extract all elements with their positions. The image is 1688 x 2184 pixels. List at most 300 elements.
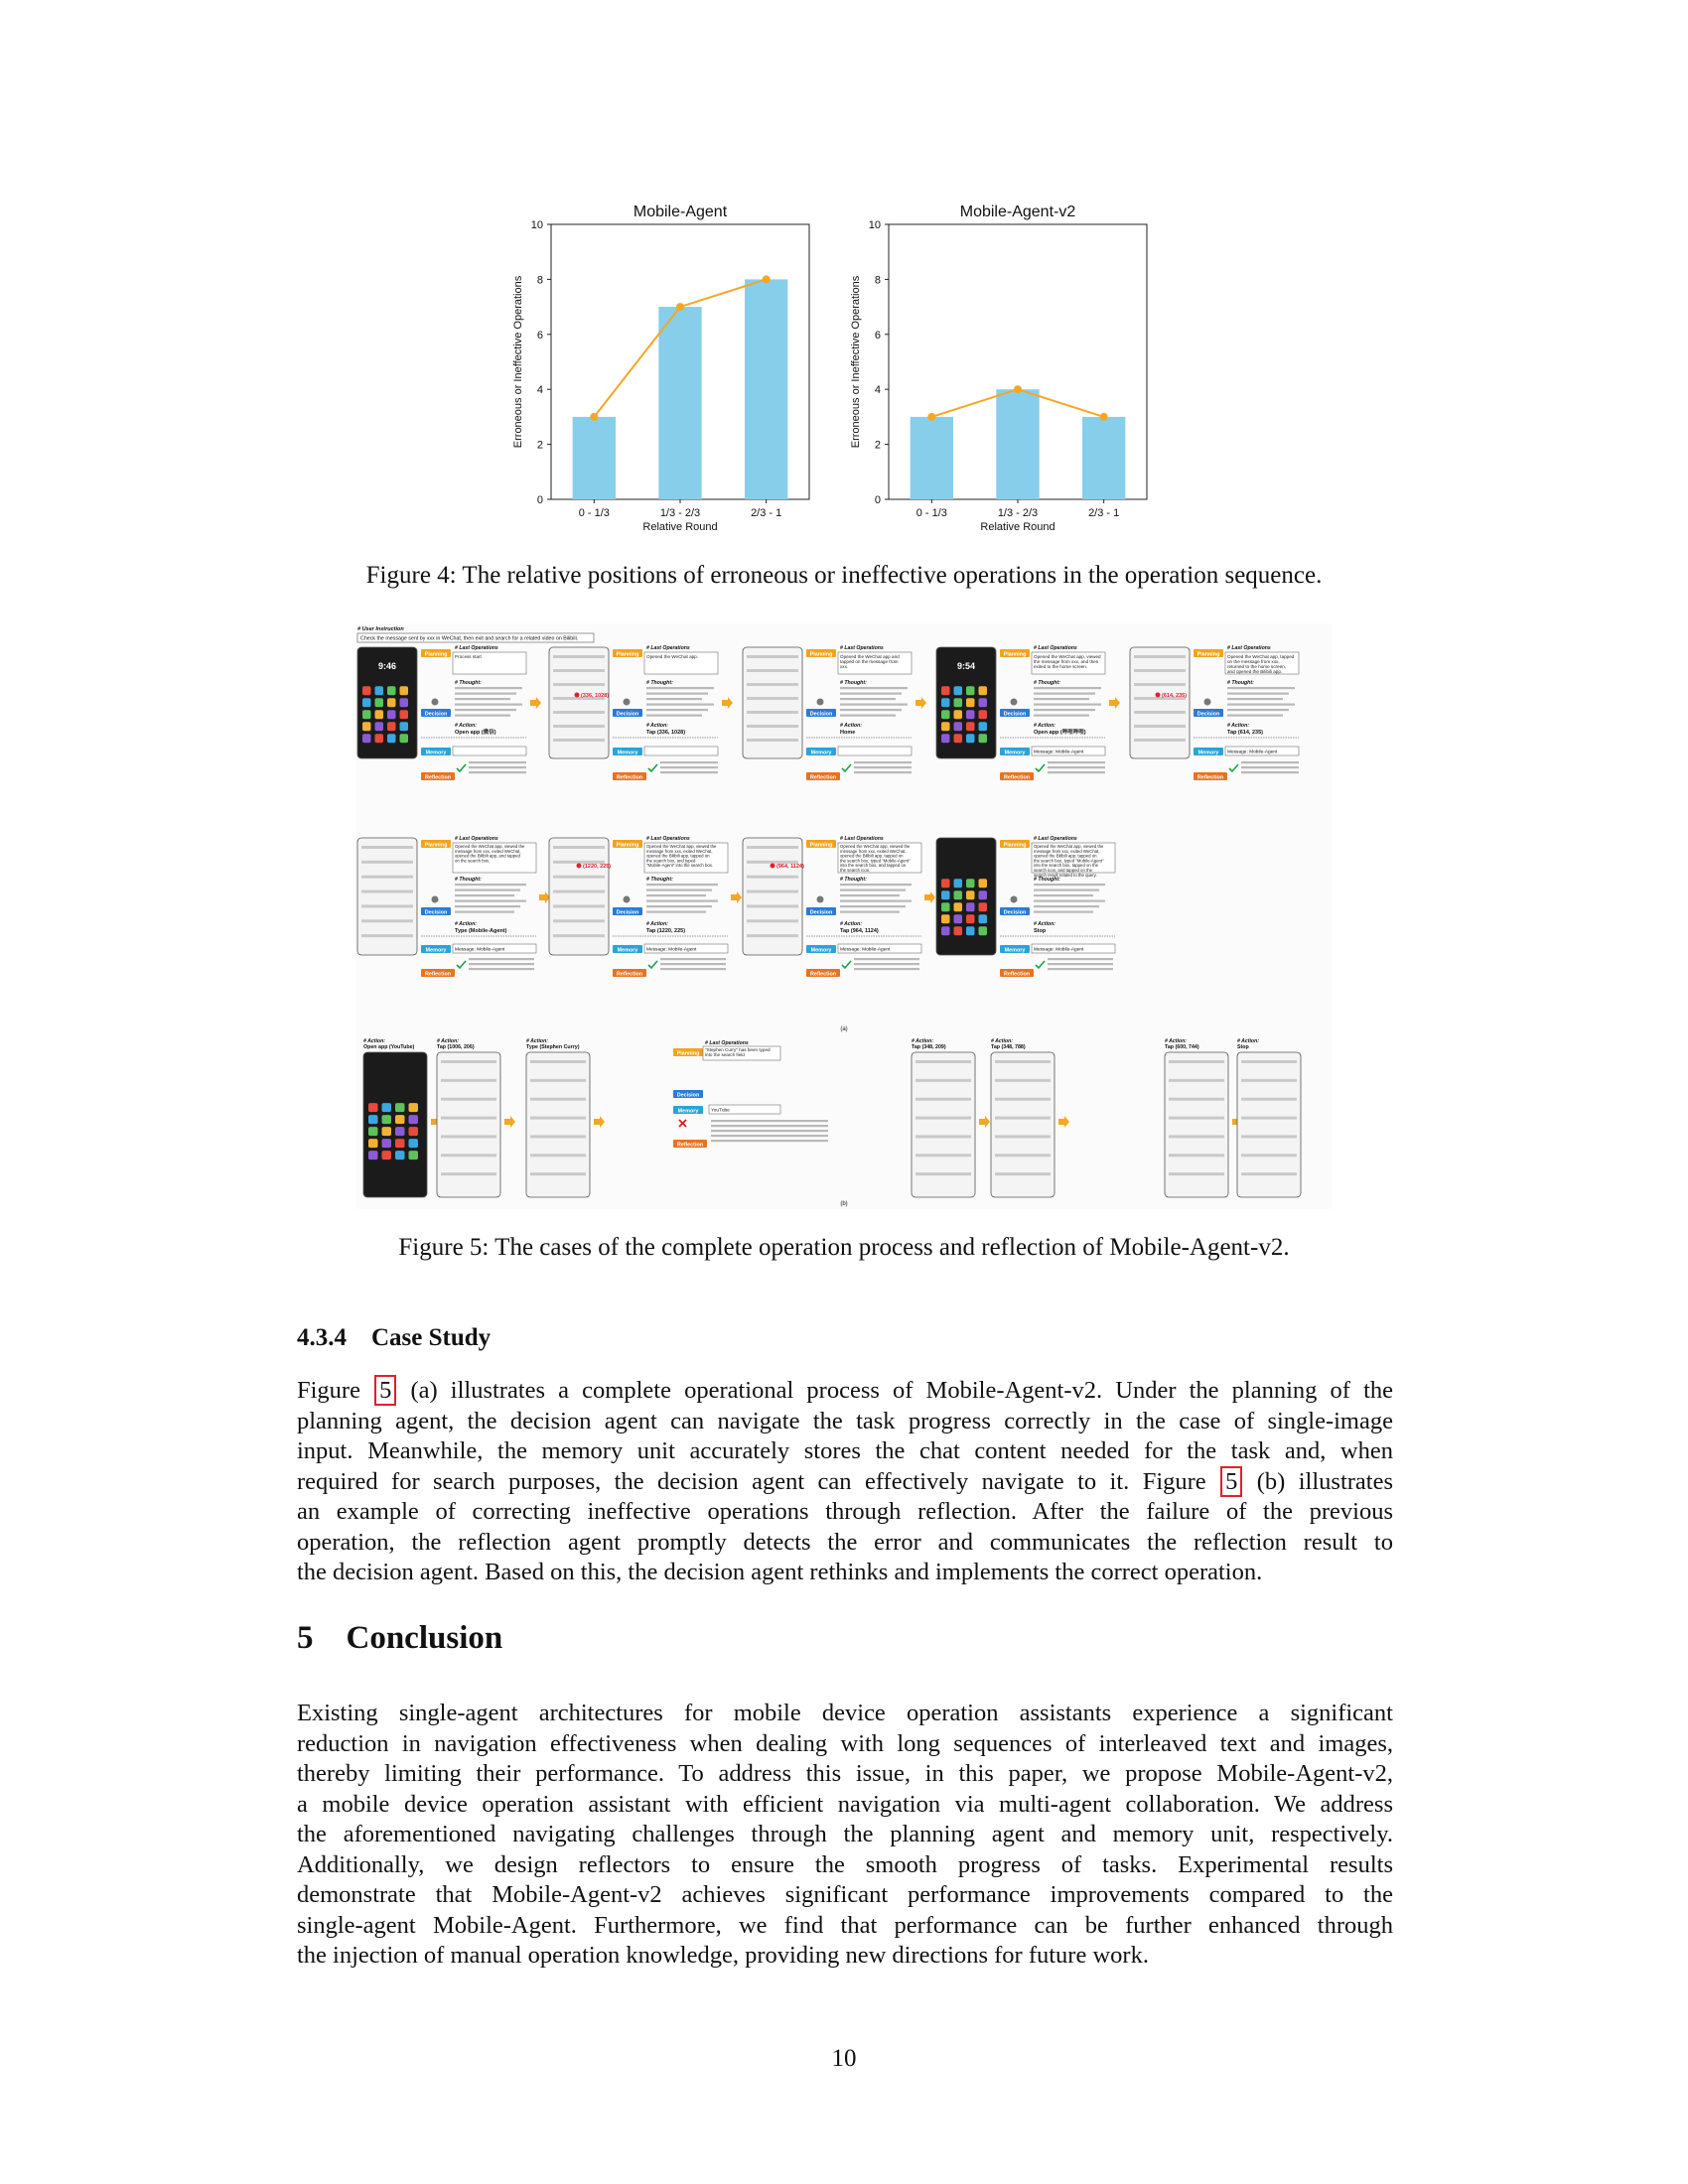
app-icon bbox=[400, 734, 409, 743]
content-line bbox=[530, 1079, 586, 1082]
memory-box bbox=[644, 747, 718, 755]
app-icon bbox=[979, 902, 988, 911]
action-heading: # Action: bbox=[991, 1038, 1013, 1044]
content-line bbox=[747, 904, 798, 907]
app-icon bbox=[400, 686, 409, 695]
paragraph-text: Figure bbox=[297, 1377, 374, 1404]
reflection-line bbox=[711, 1120, 828, 1122]
thought-line bbox=[646, 693, 708, 695]
agent-tag-label: Memory bbox=[810, 947, 832, 954]
reflection-line bbox=[469, 766, 526, 768]
content-line bbox=[747, 669, 798, 672]
instruction-heading: # User Instruction bbox=[357, 626, 404, 632]
last-operations-text: the message from xxx, and then bbox=[1034, 659, 1099, 664]
phone-screenshot bbox=[743, 838, 802, 955]
memory-box bbox=[838, 747, 912, 755]
check-icon bbox=[457, 961, 466, 968]
agent-tag-label: Reflection bbox=[424, 971, 452, 978]
section-title: Conclusion bbox=[346, 1620, 503, 1656]
agent-tag-label: Memory bbox=[617, 947, 638, 954]
last-operations-text: exited to the home screen. bbox=[1034, 664, 1088, 669]
content-line bbox=[747, 739, 798, 742]
phone-screenshot bbox=[357, 838, 417, 955]
action-heading: # Action: bbox=[646, 921, 668, 927]
app-icon bbox=[409, 1115, 419, 1124]
content-line bbox=[530, 1060, 586, 1063]
last-operations-text: message from xxx, exited WeChat, bbox=[455, 848, 521, 854]
last-operations-heading: # Last Operations bbox=[705, 1040, 749, 1046]
content-line bbox=[1241, 1172, 1297, 1175]
last-operations-text: message from xxx, exited WeChat, bbox=[840, 848, 907, 854]
action-text: Tap (348, 209) bbox=[912, 1044, 946, 1050]
content-line bbox=[361, 861, 413, 864]
app-icon bbox=[368, 1115, 378, 1124]
thought-line bbox=[1227, 709, 1289, 711]
thought-heading: # Thought: bbox=[1034, 680, 1060, 686]
thought-line bbox=[1227, 698, 1283, 700]
action-heading: # Action: bbox=[646, 723, 668, 729]
bar bbox=[996, 389, 1039, 499]
thought-line bbox=[1034, 900, 1105, 902]
agent-tag-label: Reflection bbox=[424, 774, 452, 781]
tap-coordinate: (964, 1124) bbox=[776, 864, 804, 870]
content-line bbox=[995, 1135, 1051, 1138]
paragraph-line: the injection of manual operation knowledge, providing new directions for future work. bbox=[297, 1942, 1149, 1969]
thought-line bbox=[1227, 704, 1295, 706]
app-icon bbox=[375, 698, 384, 707]
bar bbox=[573, 417, 616, 499]
last-operations-heading: # Last Operations bbox=[1227, 645, 1271, 651]
reflection-line bbox=[711, 1140, 828, 1142]
chart-title: Mobile-Agent-v2 bbox=[959, 204, 1076, 220]
app-icon bbox=[979, 734, 988, 743]
app-icon bbox=[382, 1127, 392, 1136]
last-operations-text: xxx. bbox=[840, 664, 849, 669]
content-line bbox=[553, 669, 605, 672]
check-icon bbox=[1036, 961, 1045, 968]
last-operations-text: into the search box, and tapped on bbox=[840, 863, 907, 869]
tap-marker bbox=[575, 693, 580, 698]
content-line bbox=[747, 876, 798, 879]
reflection-line bbox=[1048, 963, 1113, 965]
thought-line bbox=[646, 911, 706, 913]
content-line bbox=[915, 1079, 971, 1082]
content-line bbox=[361, 876, 413, 879]
chart-mobile-agent-v2 bbox=[850, 204, 1147, 533]
memory-text: Message: Mobile-Agent bbox=[1034, 750, 1084, 755]
app-icon bbox=[941, 686, 950, 695]
content-line bbox=[530, 1135, 586, 1138]
last-operations-text: the search icon. bbox=[840, 868, 871, 873]
y-tick-label: 6 bbox=[874, 329, 881, 341]
paragraph-line: the aforementioned navigating challenges through the planning agent and memory unit, respectively. bbox=[297, 1821, 1393, 1847]
bar bbox=[911, 417, 953, 499]
content-line bbox=[441, 1172, 496, 1175]
agent-tag-label: Planning bbox=[424, 842, 448, 849]
clock-text: 9:46 bbox=[377, 661, 397, 671]
flow-arrow bbox=[979, 1116, 990, 1128]
thought-heading: # Thought: bbox=[1227, 680, 1254, 686]
paragraph-line bbox=[297, 1436, 1393, 1467]
check-icon bbox=[1036, 764, 1045, 771]
agent-tag-label: Memory bbox=[425, 750, 447, 756]
figure-reference-link[interactable]: 5 bbox=[1220, 1466, 1242, 1497]
robot-icon bbox=[1204, 699, 1211, 706]
app-icon bbox=[362, 722, 371, 731]
memory-text: Message: Mobile-Agent bbox=[840, 947, 891, 953]
app-icon bbox=[941, 722, 950, 731]
action-text: Type (Stephen Curry) bbox=[526, 1044, 580, 1050]
app-icon bbox=[954, 698, 963, 707]
app-icon bbox=[979, 710, 988, 719]
x-tick-label: 1/3 - 2/3 bbox=[997, 507, 1039, 519]
phone-screenshot bbox=[549, 647, 609, 758]
memory-text: Message: Mobile-Agent bbox=[1034, 947, 1084, 953]
agent-tag-label: Memory bbox=[617, 750, 638, 756]
robot-icon bbox=[1011, 699, 1018, 706]
tap-marker bbox=[771, 864, 775, 869]
last-operations-text: Opened the WeChat app, viewed the bbox=[840, 844, 911, 849]
figure-reference-link[interactable]: 5 bbox=[374, 1375, 396, 1406]
thought-line bbox=[646, 709, 708, 711]
content-line bbox=[441, 1060, 496, 1063]
content-line bbox=[553, 934, 605, 937]
app-icon bbox=[382, 1151, 392, 1160]
robot-icon bbox=[817, 896, 824, 903]
y-tick-label: 2 bbox=[874, 439, 881, 452]
agent-tag-label: Reflection bbox=[1003, 971, 1031, 978]
thought-line bbox=[840, 894, 900, 896]
content-line bbox=[441, 1117, 496, 1120]
app-icon bbox=[387, 710, 396, 719]
x-axis-label: Relative Round bbox=[642, 521, 718, 533]
cross-icon bbox=[679, 1120, 686, 1127]
action-text: Tap (614, 235) bbox=[1227, 730, 1263, 736]
content-line bbox=[1169, 1135, 1224, 1138]
y-tick-label: 0 bbox=[536, 494, 543, 506]
page-number: 10 bbox=[831, 2045, 857, 2072]
thought-line bbox=[455, 687, 522, 689]
content-line bbox=[1241, 1117, 1297, 1120]
tap-coordinate: (614, 235) bbox=[1162, 693, 1188, 699]
thought-line bbox=[646, 900, 718, 902]
section-title: Case Study bbox=[371, 1324, 492, 1351]
subfigure-b-label: (b) bbox=[840, 1201, 848, 1207]
y-tick-label: 10 bbox=[530, 219, 543, 231]
agent-tag-label: Planning bbox=[616, 651, 639, 658]
paragraph-line: thereby limiting their performance. To address this issue, in this paper, we propose Mobile-Agent-v2, bbox=[297, 1760, 1393, 1787]
app-icon bbox=[409, 1151, 419, 1160]
last-operations-text: opened the Bilibili app, and tapped bbox=[455, 853, 520, 859]
content-line bbox=[747, 683, 798, 686]
action-heading: # Action: bbox=[1227, 723, 1249, 729]
content-line bbox=[915, 1154, 971, 1157]
thought-line bbox=[1227, 715, 1283, 717]
app-icon bbox=[395, 1103, 405, 1112]
action-heading: # Action: bbox=[1237, 1038, 1259, 1044]
thought-line bbox=[455, 709, 516, 711]
app-icon bbox=[954, 722, 963, 731]
app-icon bbox=[375, 686, 384, 695]
agent-tag-label: Reflection bbox=[809, 971, 837, 978]
action-text: Tap (600, 744) bbox=[1165, 1044, 1199, 1050]
section-5-heading bbox=[297, 1620, 502, 1657]
thought-heading: # Thought: bbox=[1034, 877, 1060, 883]
memory-text: Message: Mobile-Agent bbox=[646, 947, 697, 953]
paragraph-line: Existing single-agent architectures for mobile device operation assistants experience a significant bbox=[297, 1700, 1393, 1726]
content-line bbox=[995, 1154, 1051, 1157]
agent-tag-label: Decision bbox=[616, 711, 639, 718]
memory-box bbox=[453, 747, 526, 755]
app-icon bbox=[954, 926, 963, 935]
figure-4-charts bbox=[496, 195, 1192, 542]
content-line bbox=[1134, 655, 1186, 658]
x-tick-label: 2/3 - 1 bbox=[1088, 507, 1120, 519]
robot-icon bbox=[432, 896, 439, 903]
y-axis-label: Erroneous or Ineffective Operations bbox=[512, 275, 524, 449]
content-line bbox=[553, 739, 605, 742]
action-heading: # Action: bbox=[455, 921, 477, 927]
content-line bbox=[553, 846, 605, 849]
thought-line bbox=[840, 709, 902, 711]
last-operations-heading: # Last Operations bbox=[455, 645, 498, 651]
content-line bbox=[1169, 1154, 1224, 1157]
app-icon bbox=[375, 734, 384, 743]
agent-tag-label: Reflection bbox=[616, 971, 643, 978]
figure-4-caption: Figure 4: The relative positions of erroneous or ineffective operations in the operation sequence. bbox=[365, 562, 1323, 589]
reflection-line bbox=[660, 761, 718, 763]
app-icon bbox=[966, 722, 975, 731]
paragraph-line bbox=[297, 1376, 1393, 1407]
app-icon bbox=[375, 710, 384, 719]
content-line bbox=[553, 655, 605, 658]
agent-tag-label: Reflection bbox=[676, 1142, 704, 1149]
thought-line bbox=[455, 905, 520, 907]
reflection-line bbox=[469, 761, 526, 763]
x-tick-label: 0 - 1/3 bbox=[578, 507, 610, 519]
paragraph-text: required for search purposes, the decision agent can effectively navigate to it. Figure bbox=[297, 1467, 1220, 1495]
content-line bbox=[441, 1098, 496, 1101]
last-operations-text: Opened the WeChat app, viewed the bbox=[455, 844, 525, 849]
content-line bbox=[361, 846, 413, 849]
figure-5-caption: Figure 5: The cases of the complete operation process and reflection of Mobile-Agent-v2. bbox=[398, 1234, 1290, 1261]
content-line bbox=[1169, 1079, 1224, 1082]
memory-text: Message: Mobile-Agent bbox=[455, 947, 505, 953]
agent-tag-label: Planning bbox=[1003, 651, 1027, 658]
trend-point bbox=[676, 303, 684, 311]
content-line bbox=[747, 697, 798, 700]
action-text: Stop bbox=[1237, 1044, 1249, 1050]
agent-tag-label: Reflection bbox=[809, 774, 837, 781]
reflection-line bbox=[854, 963, 919, 965]
chart-title: Mobile-Agent bbox=[633, 204, 728, 220]
last-operations-text: Opened the WeChat app, viewed the bbox=[646, 844, 717, 849]
content-line bbox=[530, 1172, 586, 1175]
reflection-line bbox=[660, 968, 726, 970]
thought-line bbox=[840, 715, 896, 717]
content-line bbox=[361, 919, 413, 922]
thought-line bbox=[1034, 693, 1095, 695]
paragraph-text: (b) illustrates bbox=[1243, 1467, 1394, 1495]
content-line bbox=[441, 1079, 496, 1082]
thought-line bbox=[1034, 687, 1101, 689]
last-operations-text: search result related to the query. bbox=[1034, 872, 1097, 878]
action-text: Tap (348, 788) bbox=[991, 1044, 1026, 1050]
robot-icon bbox=[624, 896, 631, 903]
content-line bbox=[995, 1172, 1051, 1175]
app-icon bbox=[966, 698, 975, 707]
app-icon bbox=[400, 722, 409, 731]
app-icon bbox=[362, 734, 371, 743]
app-icon bbox=[409, 1139, 419, 1148]
content-line bbox=[1169, 1098, 1224, 1101]
bar bbox=[658, 307, 701, 499]
content-line bbox=[1134, 739, 1186, 742]
flow-arrow bbox=[1058, 1116, 1069, 1128]
thought-line bbox=[840, 704, 908, 706]
action-text: Home bbox=[840, 730, 856, 736]
app-icon bbox=[954, 710, 963, 719]
paragraph-line bbox=[297, 1407, 1393, 1437]
flow-arrow bbox=[722, 697, 733, 709]
thought-line bbox=[646, 698, 702, 700]
trend-point bbox=[590, 413, 598, 421]
thought-line bbox=[1034, 911, 1093, 913]
action-heading: # Action: bbox=[526, 1038, 548, 1044]
agent-tag-label: Memory bbox=[1197, 750, 1219, 756]
paragraph-line: demonstrate that Mobile-Agent-v2 achieves significant performance improvements compared to the bbox=[297, 1881, 1393, 1908]
thought-line bbox=[455, 900, 526, 902]
agent-tag-label: Decision bbox=[1003, 909, 1027, 916]
content-line bbox=[747, 934, 798, 937]
last-operations-heading: # Last Operations bbox=[840, 836, 884, 842]
content-line bbox=[1241, 1154, 1297, 1157]
paragraph-text: the decision agent. Based on this, the decision agent rethinks and implements the correct operation. bbox=[297, 1559, 1263, 1585]
reflection-line bbox=[1048, 761, 1105, 763]
paragraph-line: single-agent Mobile-Agent. Furthermore, we find that performance can be further enhanced through bbox=[297, 1911, 1393, 1939]
reflection-line bbox=[660, 958, 726, 960]
app-icon bbox=[409, 1103, 419, 1112]
content-line bbox=[747, 919, 798, 922]
thought-line bbox=[455, 884, 526, 886]
last-operations-text: and opened the Bilibili app. bbox=[1227, 669, 1283, 674]
reflection-line bbox=[854, 761, 912, 763]
paragraph-line bbox=[297, 1497, 1393, 1528]
clock-text: 9:54 bbox=[956, 661, 976, 671]
content-line bbox=[1169, 1172, 1224, 1175]
agent-tag-label: Planning bbox=[424, 651, 448, 658]
agent-tag-label: Decision bbox=[1003, 711, 1027, 718]
agent-tag-label: Planning bbox=[616, 842, 639, 849]
content-line bbox=[530, 1098, 586, 1101]
thought-heading: # Thought: bbox=[646, 680, 673, 686]
action-heading: # Action: bbox=[1034, 921, 1055, 927]
app-icon bbox=[941, 914, 950, 923]
agent-tag-label: Decision bbox=[424, 909, 448, 916]
robot-icon bbox=[1011, 896, 1018, 903]
action-text: Tap (1006, 206) bbox=[437, 1044, 475, 1050]
thought-line bbox=[1034, 894, 1093, 896]
app-icon bbox=[368, 1127, 378, 1136]
agent-tag-label: Decision bbox=[676, 1092, 700, 1099]
app-icon bbox=[368, 1139, 378, 1148]
thought-line bbox=[1227, 687, 1295, 689]
flow-arrow bbox=[504, 1116, 515, 1128]
reflection-line bbox=[660, 766, 718, 768]
y-tick-label: 8 bbox=[536, 274, 543, 287]
thought-line bbox=[840, 911, 900, 913]
thought-line bbox=[646, 905, 712, 907]
content-line bbox=[747, 655, 798, 658]
action-text: Type (Mobile-Agent) bbox=[455, 928, 507, 934]
tap-marker bbox=[1156, 693, 1161, 698]
check-icon bbox=[648, 961, 657, 968]
reflection-line bbox=[1241, 766, 1299, 768]
paragraph-line: Additionally, we design reflectors to ensure the smooth progress of tasks. Experimental results bbox=[297, 1850, 1393, 1878]
content-line bbox=[995, 1098, 1051, 1101]
memory-text: Message: Mobile-Agent bbox=[1227, 750, 1278, 755]
action-text: Tap (1220, 225) bbox=[646, 928, 686, 934]
reflection-line bbox=[854, 771, 912, 773]
check-icon bbox=[648, 764, 657, 771]
flow-arrow bbox=[1109, 697, 1120, 709]
thought-heading: # Thought: bbox=[840, 680, 867, 686]
app-icon bbox=[979, 686, 988, 695]
app-icon bbox=[387, 722, 396, 731]
app-icon bbox=[400, 698, 409, 707]
content-line bbox=[995, 1117, 1051, 1120]
section-number: 4.3.4 bbox=[297, 1324, 347, 1351]
agent-tag-label: Decision bbox=[1196, 711, 1220, 718]
content-line bbox=[1134, 683, 1186, 686]
action-heading: # Action: bbox=[1034, 723, 1055, 729]
y-tick-label: 6 bbox=[536, 329, 543, 341]
last-operations-text: Opened the WeChat app, viewed bbox=[1034, 654, 1101, 659]
last-operations-text: Opened the WeChat app. bbox=[646, 654, 699, 659]
section-4-3-4-heading bbox=[297, 1324, 491, 1352]
reflection-line bbox=[1048, 771, 1105, 773]
app-icon bbox=[382, 1139, 392, 1148]
last-operations-text: opened the Bilibili app, tapped on bbox=[646, 853, 710, 859]
x-axis-label: Relative Round bbox=[980, 521, 1055, 533]
content-line bbox=[1134, 725, 1186, 728]
app-icon bbox=[966, 734, 975, 743]
reflection-line bbox=[711, 1130, 828, 1132]
chart-mobile-agent bbox=[512, 204, 809, 533]
thought-line bbox=[1034, 709, 1095, 711]
agent-tag-label: Planning bbox=[1003, 842, 1027, 849]
reflection-line bbox=[660, 771, 718, 773]
thought-line bbox=[840, 693, 902, 695]
last-operations-text: Opened the WeChat app and bbox=[840, 654, 900, 659]
paragraph-line: reduction in navigation effectiveness when dealing with long sequences of interleaved text and images, bbox=[297, 1729, 1393, 1757]
robot-icon bbox=[817, 699, 824, 706]
agent-tag-label: Memory bbox=[425, 947, 447, 954]
y-tick-label: 4 bbox=[536, 384, 543, 397]
last-operations-text: message from xxx, exited WeChat, bbox=[646, 848, 713, 854]
thought-line bbox=[455, 715, 510, 717]
thought-line bbox=[646, 889, 712, 891]
thought-line bbox=[646, 715, 702, 717]
content-line bbox=[995, 1079, 1051, 1082]
app-icon bbox=[954, 890, 963, 899]
content-line bbox=[361, 934, 413, 937]
thought-line bbox=[646, 884, 718, 886]
reflection-line bbox=[469, 968, 534, 970]
y-tick-label: 2 bbox=[536, 439, 543, 452]
content-line bbox=[747, 846, 798, 849]
last-operations-text: the search box, typed "Mobile-Agent" bbox=[840, 858, 911, 864]
